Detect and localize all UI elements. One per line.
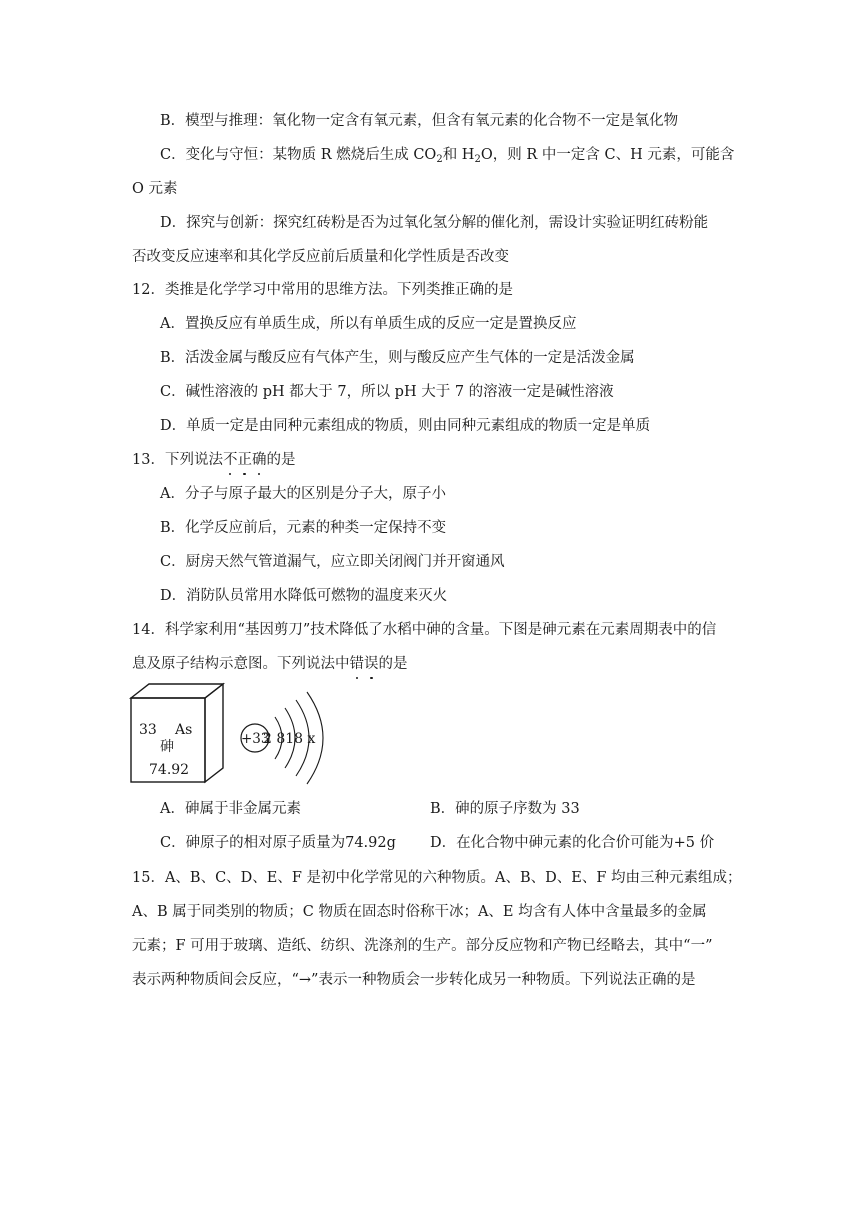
q14-stem-line2: [132, 654, 408, 674]
q14-option-c: C．砷原子的相对原子质量为74.92g: [160, 835, 396, 851]
q11-c-text-mid: 和 H: [442, 147, 475, 163]
element-symbol: As: [175, 722, 193, 738]
q14-stem-post: 的是: [378, 656, 408, 672]
q13-emphasis-char-1: 不: [222, 452, 238, 468]
q13-option-d: D．消防队员常用水降低可燃物的温度来灭火: [160, 588, 448, 604]
q14-option-a: A．砷属于非金属元素: [160, 801, 301, 817]
element-atomic-mass: 74.92: [149, 762, 190, 778]
q12-option-b: B．活泼金属与酸反应有气体产生，则与酸反应产生气体的一定是活泼金属: [160, 350, 635, 366]
q14-stem-line1: 14．科学家利用“基因剪刀”技术降低了水稻中砷的含量。下图是砷元素在元素周期表中的信: [132, 622, 717, 638]
q15-stem-line1: 15．A、B、C、D、E、F 是初中化学常见的六种物质。A、B、D、E、F 均由三种元素组成；: [132, 870, 742, 886]
element-atomic-number: 33: [139, 722, 157, 738]
q13-emphasis-char-3: 确: [251, 452, 267, 468]
q15-stem-line4: 表示两种物质间会反应，“→”表示一种物质会一步转化成另一种物质。下列说法正确的是: [132, 972, 696, 988]
q14-stem-pre: 息及原子结构示意图。下列说法中: [132, 656, 350, 672]
q11-c-text-pre: C．变化与守恒：某物质 R 燃烧后生成 CO: [160, 147, 437, 163]
q14-option-b: B．砷的原子序数为 33: [430, 801, 580, 817]
q15-stem-line2: A、B 属于同类别的物质；C 物质在固态时俗称干冰；A、E 均含有人体中含量最多的金属: [132, 904, 707, 920]
q13-option-a: A．分子与原子最大的区别是分子大，原子小: [160, 486, 446, 502]
arsenic-figure: [0, 682, 860, 792]
q11-c-text-post: O，则 R 中一定含 C、H 元素，可能含: [480, 147, 735, 163]
q11-option-d-line1: D．探究与创新：探究红砖粉是否为过氧化氢分解的催化剂，需设计实验证明红砖粉能: [160, 215, 709, 231]
q13-emphasis-char-2: 正: [237, 452, 252, 468]
q14-option-d: D．在化合物中砷元素的化合价可能为+5 价: [430, 835, 715, 851]
atom-nucleus-charge: +33: [241, 731, 270, 747]
q12-stem: 12．类推是化学学习中常用的思维方法。下列类推正确的是: [132, 282, 513, 298]
q15-stem-line3: 元素；F 可用于玻璃、造纸、纺织、洗涤剂的生产。部分反应物和产物已经略去，其中“一”: [132, 938, 713, 954]
q13-stem: [132, 450, 295, 470]
element-name: 砷: [160, 739, 174, 755]
q11-option-c-line2: O 元素: [132, 181, 178, 197]
q14-emphasis-char-2: 误: [364, 656, 379, 672]
q13-option-c: C．厨房天然气管道漏气，应立即关闭阀门并开窗通风: [160, 554, 505, 570]
q13-option-b: B．化学反应前后，元素的种类一定保持不变: [160, 520, 447, 536]
atom-electron-shells: 2 818 x: [263, 731, 316, 747]
q11-option-d-line2: 否改变反应速率和其化学反应前后质量和化学性质是否改变: [132, 249, 509, 265]
q13-stem-pre: 13．下列说法: [132, 452, 223, 468]
q13-stem-post: 的是: [266, 452, 296, 468]
q11-option-b: B．模型与推理：氧化物一定含有氧元素，但含有氧元素的化合物不一定是氧化物: [160, 113, 679, 129]
atom-structure-diagram: [241, 692, 323, 784]
q11-option-c-line1: [160, 145, 734, 165]
q12-option-a: A．置换反应有单质生成，所以有单质生成的反应一定是置换反应: [160, 316, 577, 332]
q12-option-c: C．碱性溶液的 pH 都大于 7，所以 pH 大于 7 的溶液一定是碱性溶液: [160, 384, 614, 400]
q14-emphasis-char-1: 错: [349, 656, 364, 672]
q11-c-subscript-co2: 2: [436, 154, 443, 165]
q12-option-d: D．单质一定是由同种元素组成的物质，则由同种元素组成的物质一定是单质: [160, 418, 651, 434]
q11-c-subscript-h2o: 2: [474, 154, 481, 165]
